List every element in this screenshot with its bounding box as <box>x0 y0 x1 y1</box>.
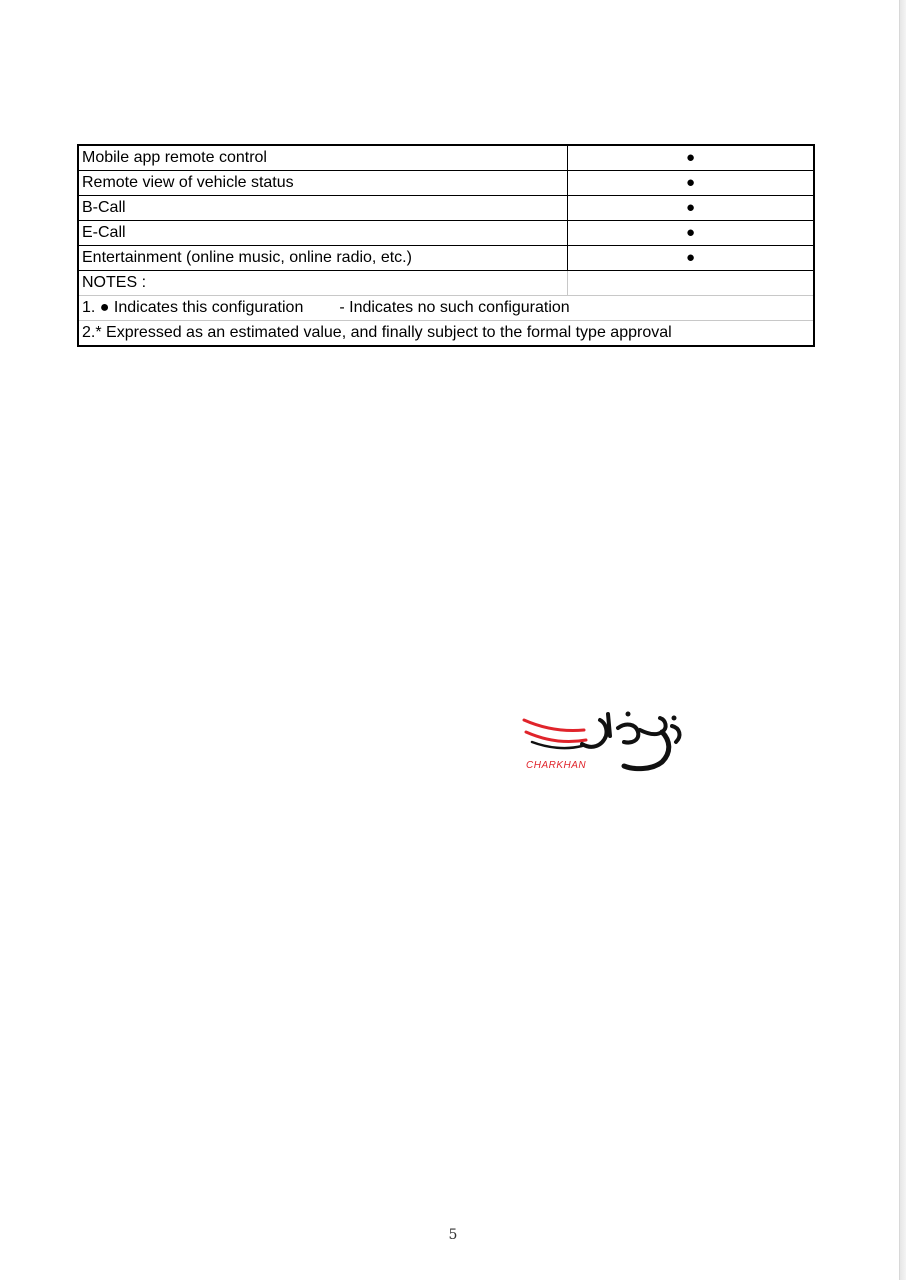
charkhan-wordmark: CHARKHAN <box>526 760 587 771</box>
page-edge <box>899 0 906 1280</box>
note-1 <box>78 296 814 321</box>
feature-value: ● <box>568 246 815 271</box>
table-row <box>78 145 814 171</box>
feature-value: ● <box>568 171 815 196</box>
spec-table <box>77 144 815 347</box>
table-row <box>78 171 814 196</box>
note-row <box>78 321 814 347</box>
feature-name: E-Call <box>78 221 568 246</box>
feature-value: ● <box>568 145 815 171</box>
feature-name: Mobile app remote control <box>78 145 568 171</box>
feature-name: Entertainment (online music, online radio, etc.) <box>78 246 568 271</box>
charkhan-logo <box>522 706 684 774</box>
notes-row <box>78 271 814 296</box>
notes-label: NOTES : <box>78 271 568 296</box>
note-1-not-configured: - Indicates no such configuration <box>339 299 570 316</box>
feature-value: ● <box>568 221 815 246</box>
feature-name: Remote view of vehicle status <box>78 171 568 196</box>
table-row <box>78 221 814 246</box>
note-row <box>78 296 814 321</box>
feature-value: ● <box>568 196 815 221</box>
note-1-configured: 1. ● Indicates this configuration <box>82 299 304 316</box>
note-2: 2.* Expressed as an estimated value, and finally subject to the formal type approval <box>82 324 672 341</box>
feature-name: B-Call <box>78 196 568 221</box>
table-row <box>78 246 814 271</box>
table-row <box>78 196 814 221</box>
page-number: 5 <box>448 1227 458 1243</box>
notes-empty-cell <box>568 271 815 296</box>
